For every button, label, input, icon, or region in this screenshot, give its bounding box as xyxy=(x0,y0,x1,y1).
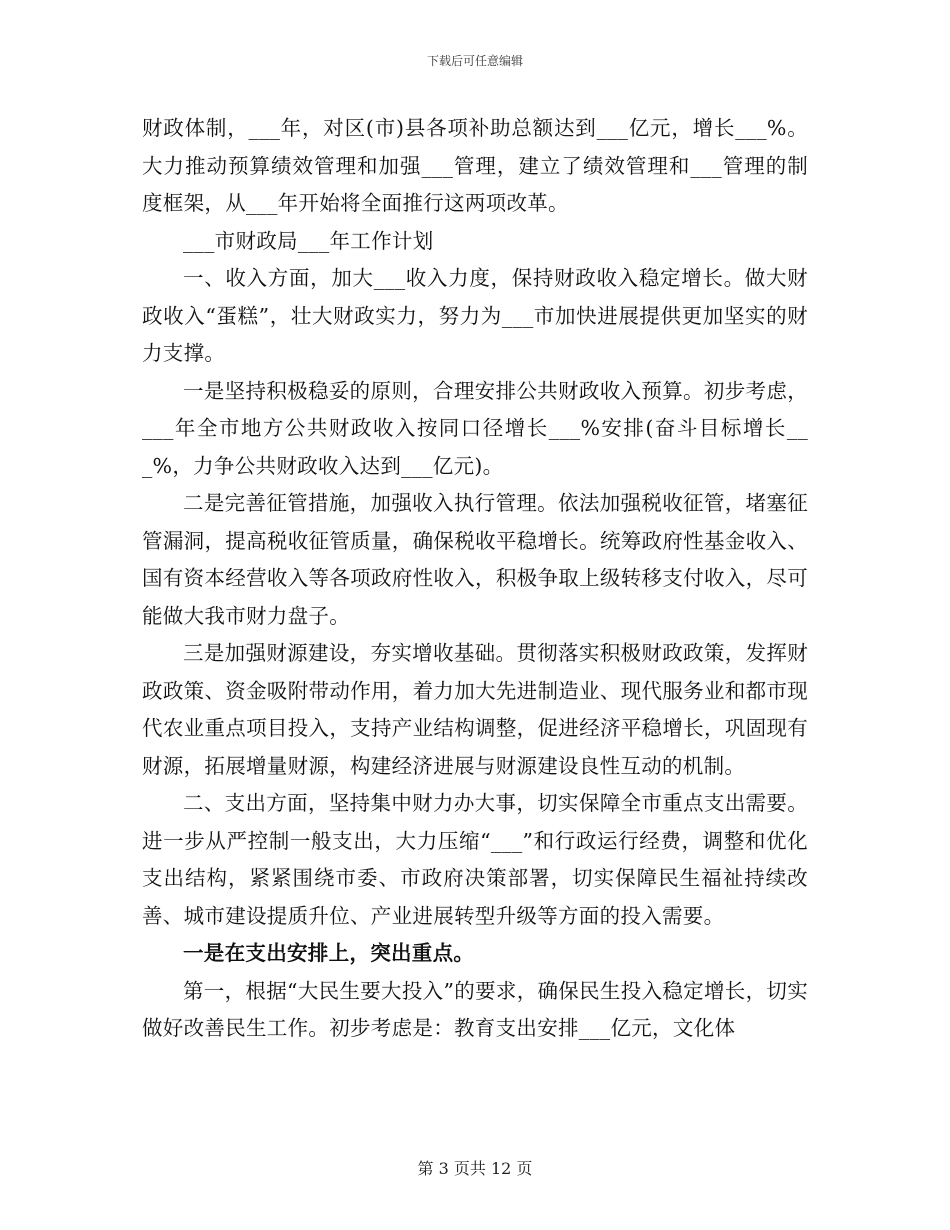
header-note: 下载后可任意编辑 xyxy=(426,54,523,68)
paragraph-income: 一、收入方面，加大___收入力度，保持财政收入稳定增长。做大财政收入“蛋糕”，壮大财政实力，努力为___市加快进展提供更加坚实的财力支撑。 xyxy=(142,266,808,365)
paragraph-expense-1: 第一，根据“大民生要大投入”的要求，确保民生投入稳定增长，切实做好改善民生工作。初步考虑是：教育支出安排___亿元，文化体 xyxy=(142,978,808,1040)
paragraph-income-1: 一是坚持积极稳妥的原则，合理安排公共财政收入预算。初步考虑，___年全市地方公共财政收入按同口径增长___%安排(奋斗目标增长___%，力争公共财政收入达到___亿元)。 xyxy=(142,378,808,478)
paragraph-income-2: 二是完善征管措施，加强收入执行管理。依法加强税收征管，堵塞征管漏洞，提高税收征管质量，确保税收平稳增长。统筹政府性基金收入、国有资本经营收入等各项政府性收入，积极争取上级转移支付收入，尽可能做大我市财力盘子。 xyxy=(142,491,808,628)
section-title: ___市财政局___年工作计划 xyxy=(183,228,434,253)
paragraph-1: 财政体制，___年，对区(市)县各项补助总额达到___亿元，增长___%。大力推动预算绩效管理和加强___管理，建立了绩效管理和___管理的制度框架，从___年开始将全面推行这两项改革。 xyxy=(142,116,808,215)
document-body xyxy=(142,110,808,1048)
page-number: 第 3 页共 12 页 xyxy=(417,1159,533,1178)
paragraph-expense: 二、支出方面，坚持集中财力办大事，切实保障全市重点支出需要。进一步从严控制一般支出，大力压缩“___”和行政运行经费，调整和优化支出结构，紧紧围绕市委、市政府决策部署，切实保障民生福祉持续改善、城市建设提质升位、产业进展转型升级等方面的投入需要。 xyxy=(142,791,808,928)
paragraph-income-3: 三是加强财源建设，夯实增收基础。贯彻落实积极财政政策，发挥财政政策、资金吸附带动作用，着力加大先进制造业、现代服务业和都市现代农业重点项目投入，支持产业结构调整，促进经济平稳增长，巩固现有财源，拓展增量财源，构建经济进展与财源建设良性互动的机制。 xyxy=(142,641,808,778)
paragraph-expense-heading: 一是在支出安排上，突出重点。 xyxy=(183,941,475,965)
